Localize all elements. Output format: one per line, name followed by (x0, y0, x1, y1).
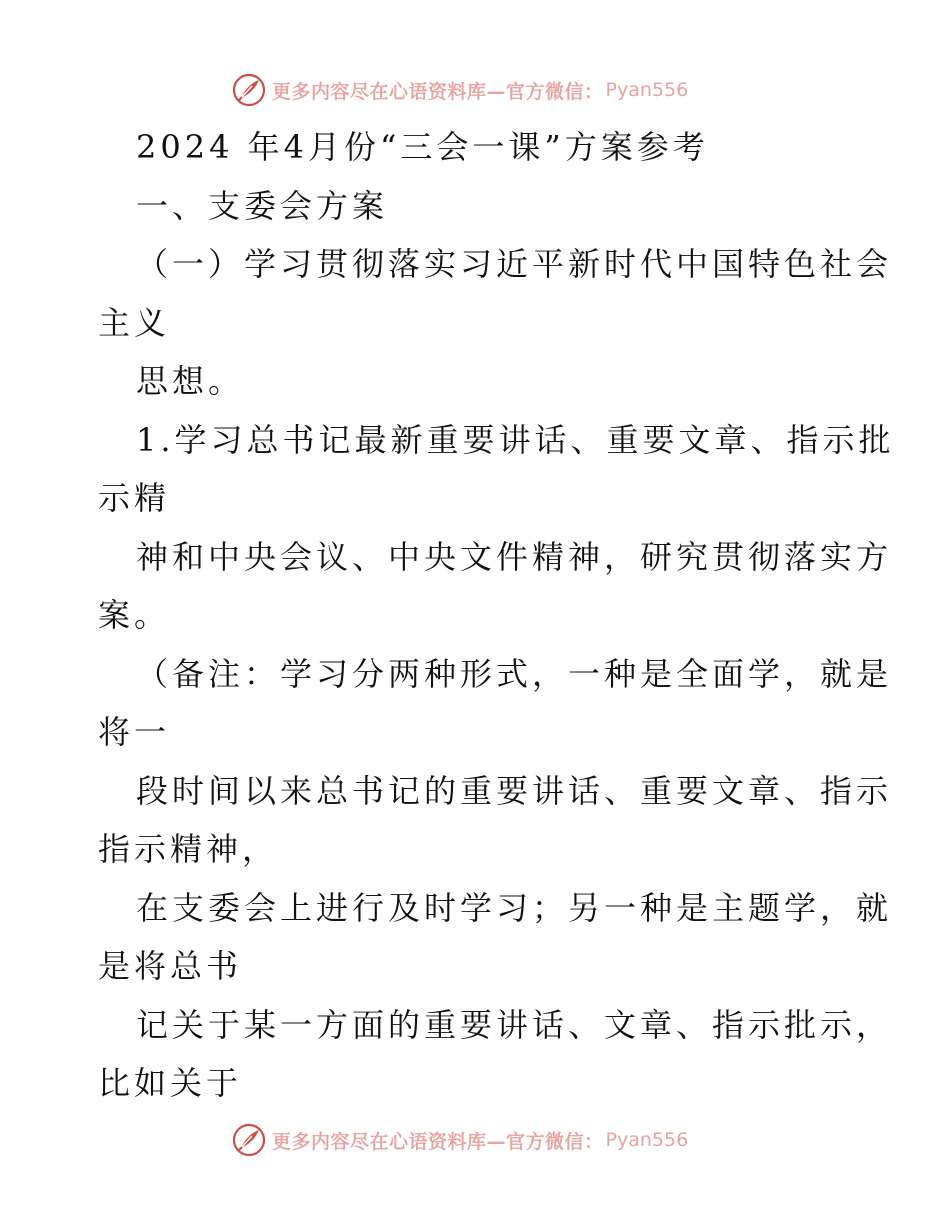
text-line: 指示精神， (98, 830, 279, 868)
header-watermark (232, 70, 688, 110)
text-line: 示精 (98, 479, 171, 517)
note-paragraph: （备注：学习分两种形式，一种是全面学，就是 (136, 654, 893, 693)
text-line: 比如关于 (98, 1064, 243, 1102)
subsection-heading-continued: 主义 (98, 303, 171, 342)
text-line: 是将总书 (98, 947, 243, 985)
text-line: 案。 (98, 596, 171, 634)
text-line: 段时间以来总书记的重要讲话、重要文章、指示 (136, 771, 893, 810)
watermark-text: 更多内容尽在心语资料库—官方微信： (272, 80, 604, 103)
footer-watermark (232, 1120, 688, 1160)
list-item-1: 1.学习总书记最新重要讲话、重要文章、指示批 (136, 420, 895, 459)
document-title: 2024 年4月份“三会一课”方案参考 (136, 128, 709, 166)
watermark-text: 更多内容尽在心语资料库—官方微信： (272, 1130, 604, 1153)
text-line: 记关于某一方面的重要讲话、文章、指示批示， (136, 1005, 893, 1044)
text-line: 思想。 (136, 362, 245, 400)
feather-pen-logo-icon (232, 73, 266, 107)
document-body (98, 118, 895, 1113)
subsection-heading: （一）学习贯彻落实习近平新时代中国特色社会 (136, 245, 893, 283)
watermark-wechat-id: Pyan556 (605, 1129, 689, 1151)
text-line: 将一 (98, 713, 171, 751)
watermark-wechat-id: Pyan556 (605, 79, 689, 101)
text-line: 在支委会上进行及时学习；另一种是主题学，就 (136, 888, 893, 927)
section-heading: 一、支委会方案 (136, 186, 389, 225)
feather-pen-logo-icon (232, 1123, 266, 1157)
text-line: 神和中央会议、中央文件精神，研究贯彻落实方 (136, 537, 893, 576)
